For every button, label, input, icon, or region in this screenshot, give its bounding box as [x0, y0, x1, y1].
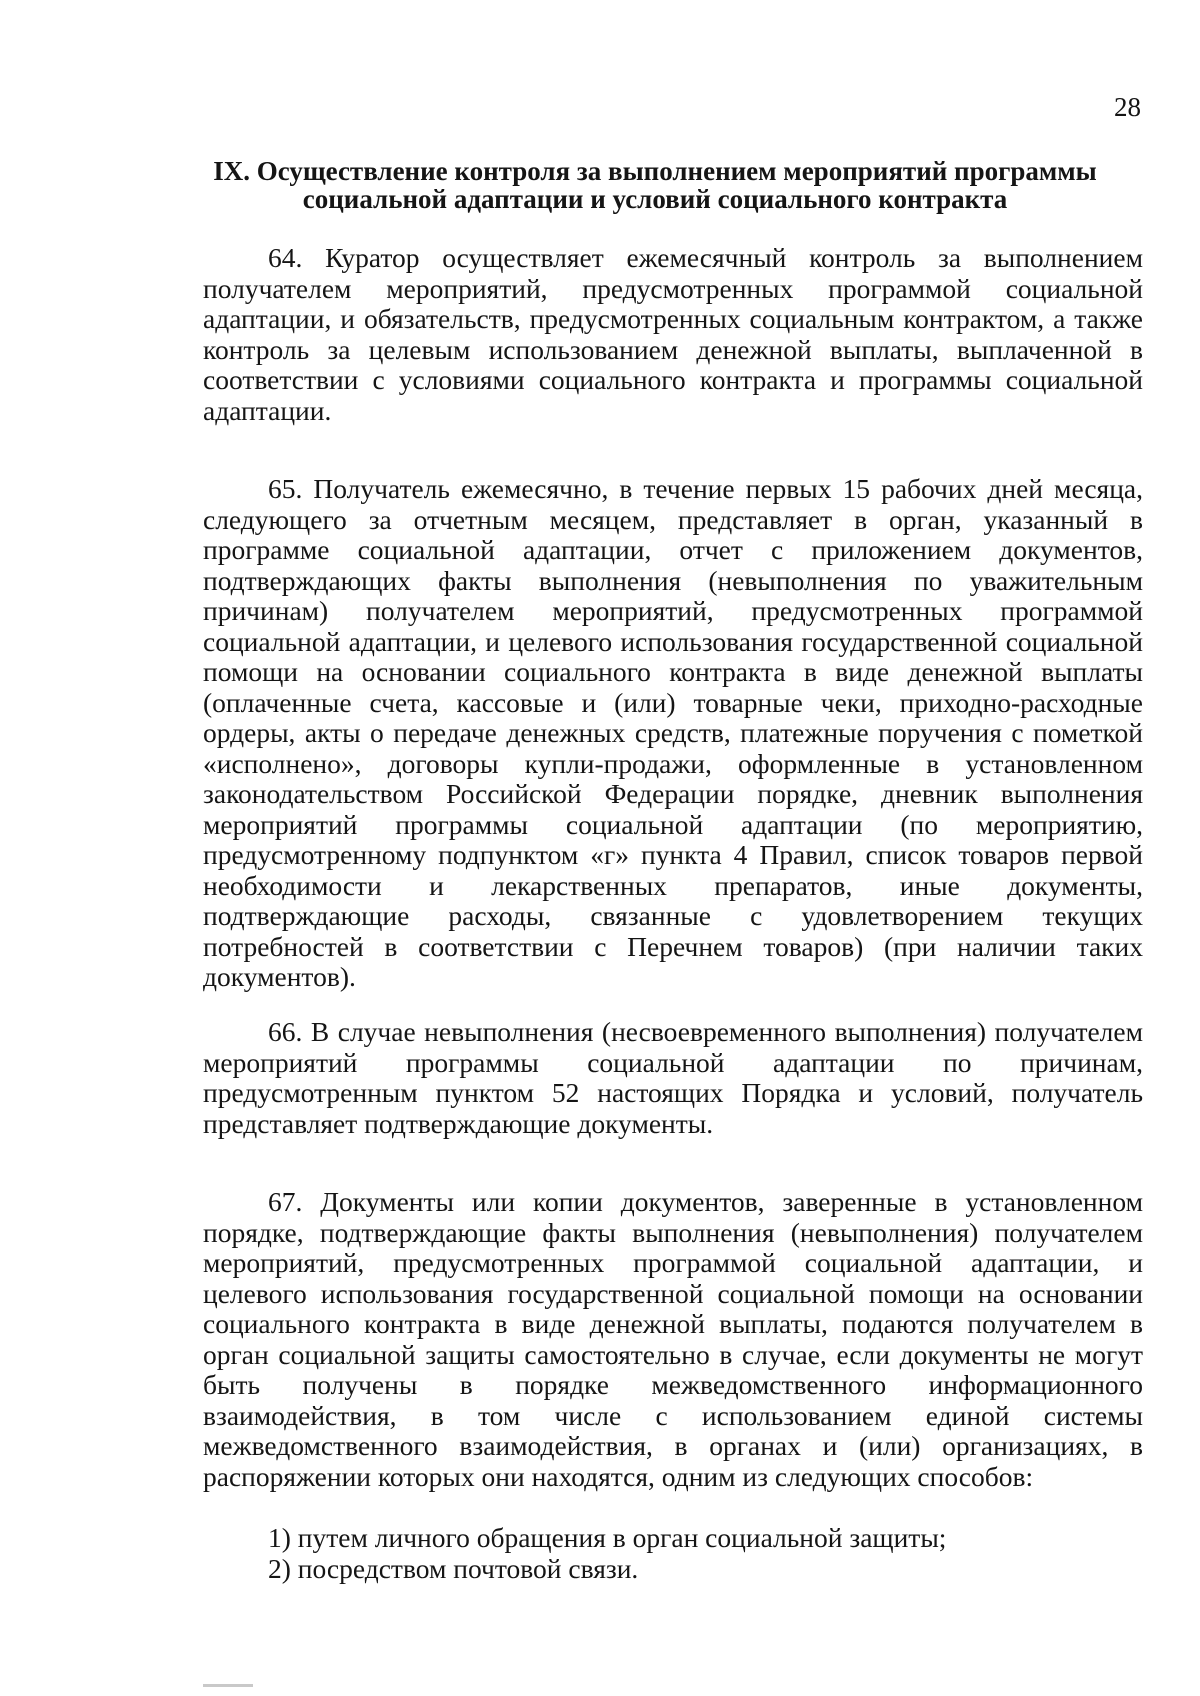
page-number: 28 [1114, 92, 1141, 122]
paragraph-65: 65. Получатель ежемесячно, в течение первых 15 рабочих дней месяца, следующего за отчетным месяцем, представляет в орган, указанный в программе социальной адаптации, отчет с приложением документов, подтверждающих факты выполнения (невыполнения по уважительным причинам) получателем мероприятий, предусмотренных программой социальной адаптации, и целевого использования государственной социальной помощи на основании социального контракта в виде денежной выплаты (оплаченные счета, кассовые и (или) товарные чеки, приходно-расходные ордеры, акты о передаче денежных средств, платежные поручения с пометкой «исполнено», договоры купли-продажи, оформленные в установленном законодательством Российской Федерации порядке, дневник выполнения мероприятий программы социальной адаптации (по мероприятию, предусмотренному подпунктом «г» пункта 4 Правил, список товаров первой необходимости и лекарственных препаратов, иные документы, подтверждающие расходы, связанные с удовлетворением текущих потребностей в соответствии с Перечнем товаров) (при наличии таких документов). [203, 473, 1143, 992]
section-heading-line-2: социальной адаптации и условий социального контракта [302, 184, 1008, 214]
list-item-2: 2) посредством почтовой связи. [268, 1553, 639, 1584]
paragraph-67: 67. Документы или копии документов, заверенные в установленном порядке, подтверждающие факты выполнения (невыполнения) получателем мероприятий, предусмотренных программой социальной адаптации, и целевого использования государственной социальной помощи на основании социального контракта в виде денежной выплаты, подаются получателем в орган социальной защиты самостоятельно в случае, если документы не могут быть получены в порядке межведомственного информационного взаимодействия, в том числе с использованием единой системы межведомственного взаимодействия, в органах и (или) организациях, в распоряжении которых они находятся, одним из следующих способов: [203, 1186, 1143, 1492]
section-heading [205, 157, 1105, 213]
list-item-1: 1) путем личного обращения в орган социальной защиты; [268, 1522, 947, 1553]
paragraph-66: 66. В случае невыполнения (несвоевременного выполнения) получателем мероприятий программы социальной адаптации по причинам, предусмотренным пунктом 52 настоящих Порядка и условий, получатель представляет подтверждающие документы. [203, 1016, 1143, 1139]
scan-artifact [203, 1684, 253, 1687]
section-heading-line-1: IX. Осуществление контроля за выполнением мероприятий программы [213, 156, 1097, 186]
paragraph-64: 64. Куратор осуществляет ежемесячный контроль за выполнением получателем мероприятий, предусмотренных программой социальной адаптации, и обязательств, предусмотренных социальным контрактом, а также контроль за целевым использованием денежной выплаты, выплаченной в соответствии с условиями социального контракта и программы социальной адаптации. [203, 242, 1143, 426]
